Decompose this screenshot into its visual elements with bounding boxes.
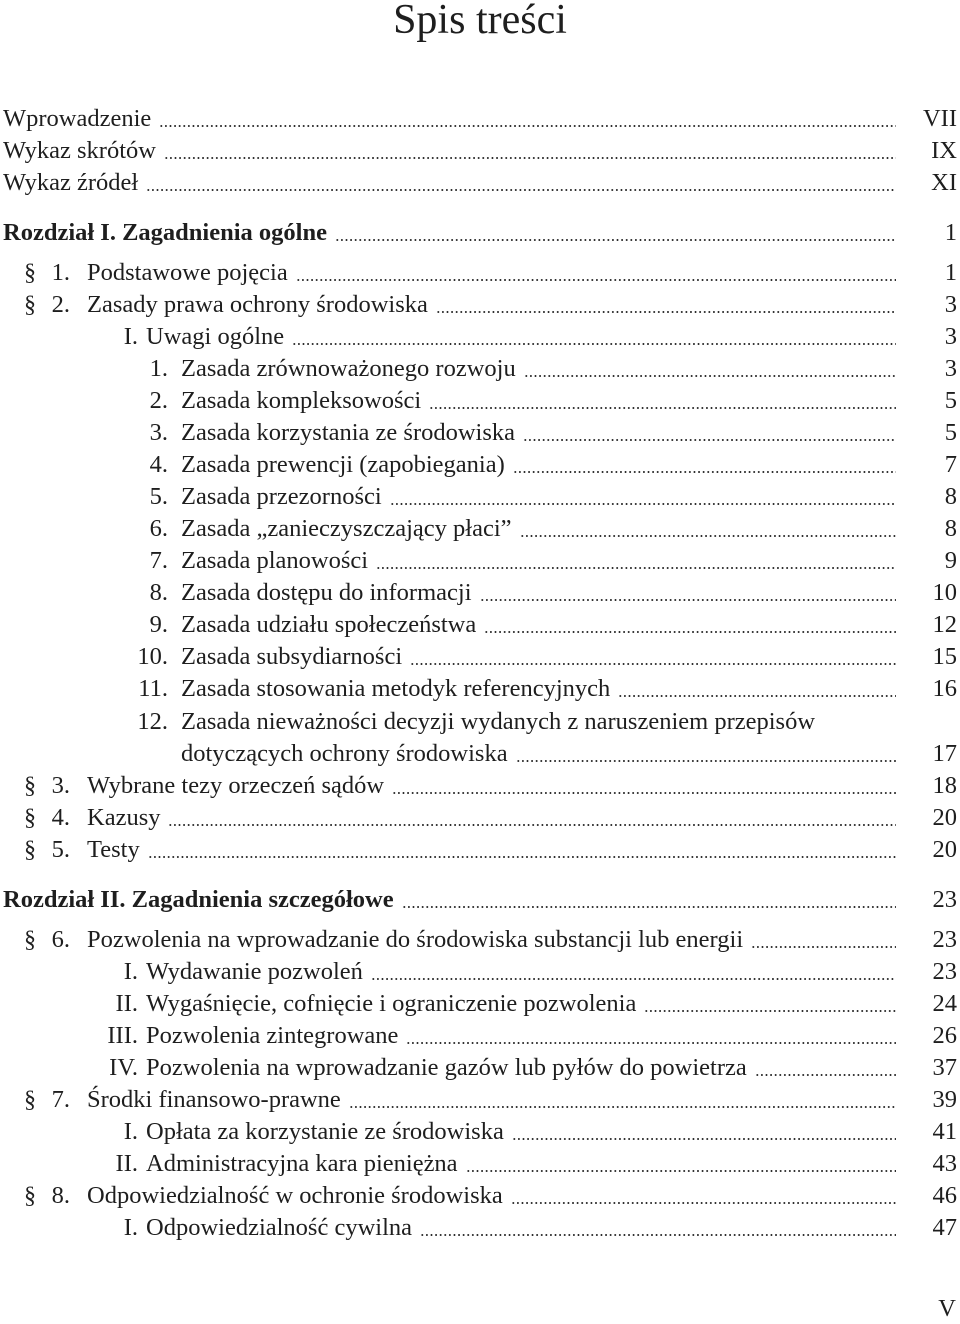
toc-entry: [0, 385, 960, 417]
toc-entry: [0, 1084, 960, 1116]
entry-number: 12.: [137, 708, 168, 735]
entry-title: Opłata za korzystanie ze środowiska: [146, 1118, 504, 1145]
page-ref: 1: [944, 259, 957, 286]
page-ref: 24: [932, 990, 957, 1017]
dot-leader: [520, 535, 896, 537]
entry-title: Zasada stosowania metodyk referencyjnych: [181, 675, 611, 702]
dot-leader: [618, 695, 896, 697]
toc-entry: [0, 1148, 960, 1180]
dot-leader: [410, 663, 896, 665]
toc-entry: [0, 353, 960, 385]
toc-entry: [0, 577, 960, 609]
section-sign: §: [24, 260, 36, 286]
page-ref: 20: [932, 836, 957, 863]
section-sign: §: [24, 1183, 36, 1209]
entry-number: 5.: [51, 836, 70, 863]
entry-title: Środki finansowo-prawne: [87, 1086, 341, 1113]
toc-entry: [0, 1180, 960, 1212]
toc-entry: [0, 417, 960, 449]
dot-leader: [516, 760, 896, 762]
entry-number: II.: [115, 990, 138, 1017]
entry-number: 6.: [149, 515, 168, 542]
entry-title: Administracyjna kara pieniężna: [146, 1150, 458, 1177]
entry-title: Kazusy: [87, 804, 161, 831]
dot-leader: [296, 279, 896, 281]
page-ref: 47: [932, 1214, 957, 1241]
toc-entry: [0, 924, 960, 956]
page-ref: 12: [932, 611, 957, 638]
page-ref: IX: [931, 137, 957, 164]
entry-number: 1.: [149, 355, 168, 382]
entry-title: Wybrane tezy orzeczeń sądów: [87, 772, 385, 799]
page-ref: 5: [944, 387, 957, 414]
entry-title: Rozdział I. Zagadnienia ogólne: [3, 219, 327, 246]
entry-number: III.: [107, 1022, 138, 1049]
toc-entry: [0, 321, 960, 353]
entry-number: 7.: [51, 1086, 70, 1113]
dot-leader: [755, 1074, 896, 1076]
page-ref: XI: [931, 169, 957, 196]
entry-title: Testy: [87, 836, 140, 863]
toc-entry: [0, 257, 960, 289]
toc-entry: [0, 1212, 960, 1244]
section-sign: §: [24, 837, 36, 863]
entry-title: Zasada dostępu do informacji: [181, 579, 472, 606]
entry-title: Wydawanie pozwoleń: [146, 958, 363, 985]
entry-number: 8.: [149, 579, 168, 606]
page-title: Spis treści: [393, 0, 567, 43]
toc-entry: [0, 545, 960, 577]
dot-leader: [436, 311, 896, 313]
entry-title: dotyczących ochrony środowiska: [181, 740, 508, 767]
dot-leader: [406, 1042, 896, 1044]
dot-leader: [484, 631, 896, 633]
toc-entry: [0, 135, 960, 167]
page-ref: 26: [932, 1022, 957, 1049]
toc-entry: [0, 1116, 960, 1148]
toc-entry: [0, 289, 960, 321]
toc-entry: [0, 167, 960, 199]
entry-title: Zasada planowości: [181, 547, 369, 574]
dot-leader: [523, 439, 896, 441]
dot-leader: [644, 1010, 896, 1012]
dot-leader: [371, 978, 896, 980]
entry-title: Wygaśnięcie, cofnięcie i ograniczenie pozwolenia: [146, 990, 637, 1017]
dot-leader: [148, 856, 896, 858]
page-ref: 8: [944, 515, 957, 542]
section-sign: §: [24, 292, 36, 318]
entry-number: I.: [123, 1118, 138, 1145]
dot-leader: [511, 1202, 896, 1204]
entry-title: Odpowiedzialność w ochronie środowiska: [87, 1182, 503, 1209]
entry-title: Wykaz skrótów: [3, 137, 156, 164]
toc-entry: [0, 1020, 960, 1052]
entry-title: Odpowiedzialność cywilna: [146, 1214, 413, 1241]
entry-title: Wprowadzenie: [3, 105, 152, 132]
toc-entry: [0, 673, 960, 705]
page-number: V: [938, 1295, 956, 1322]
entry-number: 4.: [51, 804, 70, 831]
page-ref: 15: [932, 643, 957, 670]
toc-entry: [0, 834, 960, 866]
page-ref: 23: [932, 958, 957, 985]
dot-leader: [390, 503, 896, 505]
dot-leader: [349, 1106, 896, 1108]
entry-number: 2.: [51, 291, 70, 318]
toc-entry: [0, 738, 960, 770]
toc-entry: [0, 449, 960, 481]
section-sign: §: [24, 773, 36, 799]
toc-entry: [0, 770, 960, 802]
entry-number: 11.: [138, 675, 168, 702]
entry-number: 5.: [149, 483, 168, 510]
page-ref: 1: [944, 219, 957, 246]
entry-number: II.: [115, 1150, 138, 1177]
chapter-heading: [0, 217, 960, 249]
page-ref: 39: [932, 1086, 957, 1113]
entry-number: 7.: [149, 547, 168, 574]
entry-title: Pozwolenia na wprowadzanie gazów lub pyłów do powietrza: [146, 1054, 747, 1081]
entry-title: Zasada kompleksowości: [181, 387, 422, 414]
page-ref: 41: [932, 1118, 957, 1145]
dot-leader: [420, 1234, 896, 1236]
entry-title: Wykaz źródeł: [3, 169, 139, 196]
entry-title: Zasada zrównoważonego rozwoju: [181, 355, 516, 382]
entry-number: 3.: [51, 772, 70, 799]
toc-entry: [0, 988, 960, 1020]
page-ref: VII: [922, 105, 957, 132]
page-ref: 10: [932, 579, 957, 606]
page-ref: 43: [932, 1150, 957, 1177]
entry-title: Zasada „zanieczyszczający płaci”: [181, 515, 512, 542]
entry-number: 8.: [51, 1182, 70, 1209]
dot-leader: [168, 824, 896, 826]
section-sign: §: [24, 805, 36, 831]
section-sign: §: [24, 1087, 36, 1113]
entry-number: 4.: [149, 451, 168, 478]
dot-leader: [429, 407, 896, 409]
page-ref: 9: [944, 547, 957, 574]
toc-entry: [0, 103, 960, 135]
entry-number: IV.: [109, 1054, 138, 1081]
toc-entry: [0, 513, 960, 545]
page-ref: 3: [944, 323, 957, 350]
dot-leader: [392, 792, 896, 794]
dot-leader: [159, 125, 896, 127]
page-ref: 17: [932, 740, 957, 767]
page-ref: 18: [932, 772, 957, 799]
entry-title: Zasada przezorności: [181, 483, 382, 510]
toc-entry: [0, 706, 960, 738]
page-ref: 37: [932, 1054, 957, 1081]
page-ref: 5: [944, 419, 957, 446]
dot-leader: [524, 375, 896, 377]
entry-title: Uwagi ogólne: [146, 323, 285, 350]
entry-title: Zasady prawa ochrony środowiska: [87, 291, 428, 318]
entry-title: Zasada nieważności decyzji wydanych z naruszeniem przepisów: [181, 708, 816, 735]
toc-entry: [0, 609, 960, 641]
dot-leader: [164, 157, 896, 159]
dot-leader: [480, 599, 896, 601]
dot-leader: [292, 343, 896, 345]
dot-leader: [512, 1138, 896, 1140]
page-ref: 20: [932, 804, 957, 831]
entry-number: I.: [123, 323, 138, 350]
dot-leader: [146, 189, 896, 191]
dot-leader: [466, 1170, 896, 1172]
entry-title: Zasada korzystania ze środowiska: [181, 419, 516, 446]
page-ref: 7: [944, 451, 957, 478]
entry-number: 3.: [149, 419, 168, 446]
page-ref: 23: [932, 926, 957, 953]
dot-leader: [376, 567, 896, 569]
entry-title: Zasada udziału społeczeństwa: [181, 611, 477, 638]
entry-number: I.: [123, 958, 138, 985]
dot-leader: [751, 946, 896, 948]
entry-title: Zasada subsydiarności: [181, 643, 403, 670]
page-ref: 3: [944, 355, 957, 382]
entry-number: 6.: [51, 926, 70, 953]
toc-entry: [0, 481, 960, 513]
toc-entry: [0, 1052, 960, 1084]
toc-entry: [0, 956, 960, 988]
chapter-heading: [0, 884, 960, 916]
page-ref: 46: [932, 1182, 957, 1209]
dot-leader: [402, 906, 896, 908]
toc-entry: [0, 802, 960, 834]
entry-title: Podstawowe pojęcia: [87, 259, 288, 286]
toc-entry: [0, 641, 960, 673]
entry-number: 2.: [149, 387, 168, 414]
section-sign: §: [24, 927, 36, 953]
dot-leader: [513, 471, 896, 473]
entry-number: 10.: [137, 643, 168, 670]
entry-number: 1.: [51, 259, 70, 286]
page-ref: 8: [944, 483, 957, 510]
page-ref: 3: [944, 291, 957, 318]
entry-number: 9.: [149, 611, 168, 638]
entry-title: Pozwolenia na wprowadzanie do środowiska substancji lub energii: [87, 926, 744, 953]
entry-title: Zasada prewencji (zapobiegania): [181, 451, 505, 478]
entry-title: Pozwolenia zintegrowane: [146, 1022, 399, 1049]
dot-leader: [335, 239, 896, 241]
entry-number: I.: [123, 1214, 138, 1241]
entry-title: Rozdział II. Zagadnienia szczegółowe: [3, 886, 394, 913]
page-ref: 16: [932, 675, 957, 702]
page-ref: 23: [932, 886, 957, 913]
